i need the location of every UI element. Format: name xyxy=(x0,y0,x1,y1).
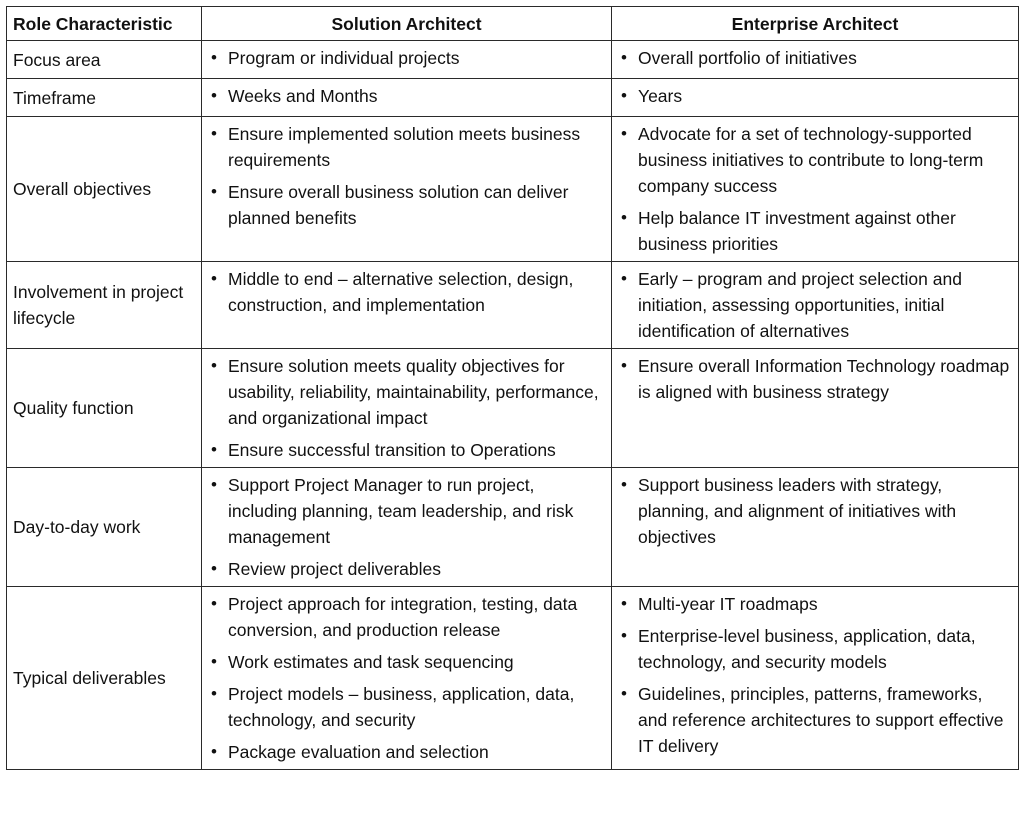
list-item: • Multi-year IT roadmaps xyxy=(618,591,1012,617)
list-item: • Ensure solution meets quality objectives for usability, reliability, maintainability, performance, and organizational impact xyxy=(208,353,605,431)
enterprise-cell xyxy=(612,262,1019,349)
solution-cell xyxy=(202,349,612,468)
row-label: Quality function xyxy=(7,349,202,468)
enterprise-cell xyxy=(612,117,1019,262)
list-item: • Weeks and Months xyxy=(208,83,605,109)
solution-cell xyxy=(202,587,612,770)
list-item: • Ensure overall business solution can deliver planned benefits xyxy=(208,179,605,231)
enterprise-list xyxy=(618,591,1012,759)
enterprise-list xyxy=(618,266,1012,344)
solution-cell xyxy=(202,262,612,349)
table-header xyxy=(7,7,1019,41)
enterprise-list xyxy=(618,45,1012,71)
enterprise-cell xyxy=(612,41,1019,79)
solution-cell xyxy=(202,117,612,262)
solution-list xyxy=(208,45,605,71)
enterprise-cell xyxy=(612,79,1019,117)
solution-list xyxy=(208,266,605,318)
table-row xyxy=(7,587,1019,770)
solution-cell xyxy=(202,41,612,79)
table-row xyxy=(7,349,1019,468)
enterprise-cell xyxy=(612,468,1019,587)
table-body xyxy=(7,41,1019,770)
list-item: • Support business leaders with strategy, planning, and alignment of initiatives with objectives xyxy=(618,472,1012,550)
row-label: Timeframe xyxy=(7,79,202,117)
row-label: Focus area xyxy=(7,41,202,79)
list-item: • Ensure successful transition to Operations xyxy=(208,437,605,463)
list-item: • Guidelines, principles, patterns, frameworks, and reference architectures to support effective IT delivery xyxy=(618,681,1012,759)
list-item: • Years xyxy=(618,83,1012,109)
list-item: • Ensure overall Information Technology roadmap is aligned with business strategy xyxy=(618,353,1012,405)
row-label: Day-to-day work xyxy=(7,468,202,587)
list-item: • Help balance IT investment against other business priorities xyxy=(618,205,1012,257)
table-row xyxy=(7,262,1019,349)
header-row xyxy=(7,7,1019,41)
list-item: • Support Project Manager to run project, including planning, team leadership, and risk management xyxy=(208,472,605,550)
list-item: • Ensure implemented solution meets business requirements xyxy=(208,121,605,173)
enterprise-list xyxy=(618,353,1012,405)
header-solution-architect: Solution Architect xyxy=(202,7,612,41)
table-row xyxy=(7,79,1019,117)
solution-cell xyxy=(202,79,612,117)
list-item: • Work estimates and task sequencing xyxy=(208,649,605,675)
list-item: • Early – program and project selection and initiation, assessing opportunities, initial identification of alternatives xyxy=(618,266,1012,344)
enterprise-list xyxy=(618,83,1012,109)
solution-cell xyxy=(202,468,612,587)
header-role-characteristic: Role Characteristic xyxy=(7,7,202,41)
solution-list xyxy=(208,353,605,463)
solution-list xyxy=(208,83,605,109)
row-label: Typical deliverables xyxy=(7,587,202,770)
row-label: Overall objectives xyxy=(7,117,202,262)
list-item: • Enterprise-level business, application, data, technology, and security models xyxy=(618,623,1012,675)
header-enterprise-architect: Enterprise Architect xyxy=(612,7,1019,41)
role-comparison-table xyxy=(6,6,1019,770)
solution-list xyxy=(208,472,605,582)
enterprise-list xyxy=(618,121,1012,257)
enterprise-cell xyxy=(612,349,1019,468)
list-item: • Advocate for a set of technology-supported business initiatives to contribute to long-term company success xyxy=(618,121,1012,199)
list-item: • Review project deliverables xyxy=(208,556,605,582)
solution-list xyxy=(208,121,605,231)
list-item: • Project models – business, application, data, technology, and security xyxy=(208,681,605,733)
table-row xyxy=(7,468,1019,587)
list-item: • Program or individual projects xyxy=(208,45,605,71)
enterprise-list xyxy=(618,472,1012,550)
row-label: Involvement in project lifecycle xyxy=(7,262,202,349)
enterprise-cell xyxy=(612,587,1019,770)
table-row xyxy=(7,41,1019,79)
list-item: • Middle to end – alternative selection, design, construction, and implementation xyxy=(208,266,605,318)
solution-list xyxy=(208,591,605,765)
list-item: • Package evaluation and selection xyxy=(208,739,605,765)
list-item: • Overall portfolio of initiatives xyxy=(618,45,1012,71)
table-row xyxy=(7,117,1019,262)
list-item: • Project approach for integration, testing, data conversion, and production release xyxy=(208,591,605,643)
